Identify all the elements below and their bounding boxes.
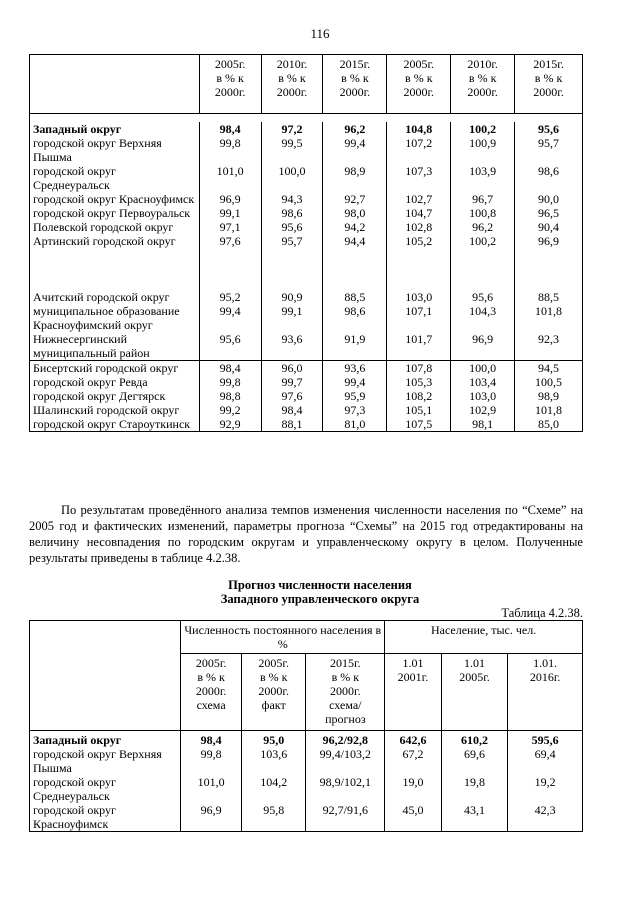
value-cell [199,248,261,290]
value-cell: 100,2 [451,234,515,248]
table-row [30,304,583,332]
value-cell: 97,2 [261,122,323,136]
value-cell [451,248,515,290]
value-cell: 95,0 [241,731,306,748]
row-name: Ачитский городской округ [30,290,200,304]
row-name: городской округ Красноуфимск [30,192,200,206]
header-cell: 2005г. в % к 2000г. [199,55,261,114]
value-cell: 104,7 [387,206,451,220]
value-cell: 91,9 [323,332,387,361]
value-cell: 103,0 [451,389,515,403]
value-cell: 100,0 [261,164,323,192]
subheader-cell: 1.01 2005г. [441,654,508,731]
value-cell: 95,6 [261,220,323,234]
value-cell [515,248,583,290]
value-cell: 101,7 [387,332,451,361]
value-cell: 102,9 [451,403,515,417]
table-row [30,417,583,432]
value-cell: 101,0 [199,164,261,192]
value-cell: 595,6 [508,731,583,748]
value-cell: 99,4 [323,375,387,389]
value-cell: 100,9 [451,136,515,164]
page-number: 116 [310,26,330,41]
subheader-cell: 1.01. 2016г. [508,654,583,731]
row-name: Нижнесергинский муниципальный район [30,332,200,361]
table-row [30,747,583,775]
value-cell: 95,7 [515,136,583,164]
subheader-cell: 2015г. в % к 2000г. схема/ прогноз [306,654,385,731]
value-cell: 98,6 [261,206,323,220]
value-cell: 98,6 [515,164,583,192]
subheader-cell: 2005г. в % к 2000г. факт [241,654,306,731]
row-name: Полевской городской округ [30,220,200,234]
value-cell: 45,0 [385,803,442,832]
value-cell: 94,3 [261,192,323,206]
value-cell: 98,9/102,1 [306,775,385,803]
table-row [30,234,583,248]
group-header-percent: Численность постоянного населения в % [181,621,385,654]
value-cell: 107,8 [387,361,451,376]
row-name: Западный округ [30,731,181,748]
table-row [30,731,583,748]
table-row [30,403,583,417]
value-cell: 104,8 [387,122,451,136]
value-cell: 98,4 [199,122,261,136]
header-cell: 2010г. в % к 2000г. [451,55,515,114]
table-row [30,206,583,220]
value-cell: 98,4 [181,731,242,748]
value-cell [323,248,387,290]
table-row [30,164,583,192]
value-cell: 99,1 [199,206,261,220]
value-cell: 98,8 [199,389,261,403]
subheader-cell: 1.01 2001г. [385,654,442,731]
value-cell [387,248,451,290]
row-name: городской округ Верхняя Пышма [30,747,181,775]
value-cell: 98,9 [515,389,583,403]
row-name: городской округ Староуткинск [30,417,200,432]
header-cell: 2010г. в % к 2000г. [261,55,323,114]
table-row [30,122,583,136]
value-cell: 97,6 [199,234,261,248]
value-cell: 98,0 [323,206,387,220]
value-cell: 92,3 [515,332,583,361]
value-cell: 42,3 [508,803,583,832]
value-cell: 88,5 [323,290,387,304]
table2-title-line2: Западного управленческого округа [220,592,420,606]
value-cell: 99,4 [323,136,387,164]
value-cell: 90,9 [261,290,323,304]
value-cell: 85,0 [515,417,583,432]
value-cell: 92,9 [199,417,261,432]
table-row [30,375,583,389]
table2-title-line1: Прогноз численности населения [228,578,412,592]
value-cell: 92,7 [323,192,387,206]
value-cell: 107,1 [387,304,451,332]
subheader-cell: 2005г. в % к 2000г. схема [181,654,242,731]
table-row [30,775,583,803]
value-cell: 96,2 [451,220,515,234]
value-cell: 99,1 [261,304,323,332]
value-cell: 102,7 [387,192,451,206]
table-population-dynamics [29,54,583,432]
value-cell: 101,0 [181,775,242,803]
value-cell: 94,2 [323,220,387,234]
row-name: Артинский городской округ [30,234,200,248]
row-name [30,248,200,290]
value-cell: 99,8 [181,747,242,775]
value-cell: 96,9 [181,803,242,832]
value-cell: 93,6 [261,332,323,361]
value-cell: 103,6 [241,747,306,775]
value-cell: 99,5 [261,136,323,164]
row-name: городской округ Дегтярск [30,389,200,403]
value-cell: 67,2 [385,747,442,775]
value-cell: 43,1 [441,803,508,832]
value-cell: 92,7/91,6 [306,803,385,832]
row-name: муниципальное образование Красноуфимский округ [30,304,200,332]
row-name: Шалинский городской округ [30,403,200,417]
value-cell: 97,3 [323,403,387,417]
value-cell: 95,6 [451,290,515,304]
value-cell [261,248,323,290]
value-cell: 96,7 [451,192,515,206]
value-cell: 100,0 [451,361,515,376]
row-name: Бисертский городской округ [30,361,200,376]
table-row [30,389,583,403]
value-cell: 19,0 [385,775,442,803]
table-row [30,803,583,832]
value-cell: 105,1 [387,403,451,417]
value-cell: 107,2 [387,136,451,164]
value-cell: 102,8 [387,220,451,234]
value-cell: 98,9 [323,164,387,192]
table-row [30,248,583,290]
table-row [30,361,583,376]
row-name: городской округ Верхняя Пышма [30,136,200,164]
value-cell: 69,6 [441,747,508,775]
value-cell: 107,3 [387,164,451,192]
value-cell: 99,4 [199,304,261,332]
value-cell: 81,0 [323,417,387,432]
value-cell: 94,4 [323,234,387,248]
value-cell: 95,6 [515,122,583,136]
group-header-population: Население, тыс. чел. [385,621,583,654]
value-cell: 100,5 [515,375,583,389]
value-cell: 69,4 [508,747,583,775]
value-cell: 98,1 [451,417,515,432]
value-cell: 97,6 [261,389,323,403]
value-cell: 96,9 [515,234,583,248]
value-cell: 99,8 [199,136,261,164]
row-name: городской округ Ревда [30,375,200,389]
value-cell: 98,6 [323,304,387,332]
value-cell: 103,0 [387,290,451,304]
table-row [30,192,583,206]
header-gap [30,114,583,123]
value-cell: 103,4 [451,375,515,389]
value-cell: 107,5 [387,417,451,432]
table-row [30,136,583,164]
table-row [30,220,583,234]
value-cell: 90,0 [515,192,583,206]
value-cell: 95,7 [261,234,323,248]
table-row [30,332,583,361]
value-cell: 96,9 [451,332,515,361]
value-cell: 105,2 [387,234,451,248]
value-cell: 642,6 [385,731,442,748]
value-cell: 96,0 [261,361,323,376]
value-cell: 19,8 [441,775,508,803]
value-cell: 99,7 [261,375,323,389]
value-cell: 101,8 [515,304,583,332]
row-name: городской округ Красноуфимск [30,803,181,832]
value-cell: 95,6 [199,332,261,361]
value-cell: 95,9 [323,389,387,403]
value-cell: 104,2 [241,775,306,803]
value-cell: 103,9 [451,164,515,192]
header-empty [30,621,181,731]
value-cell: 96,2/92,8 [306,731,385,748]
value-cell: 98,4 [261,403,323,417]
row-name: городской округ Среднеуральск [30,164,200,192]
value-cell: 104,3 [451,304,515,332]
value-cell: 100,8 [451,206,515,220]
value-cell: 96,9 [199,192,261,206]
value-cell: 94,5 [515,361,583,376]
value-cell: 99,4/103,2 [306,747,385,775]
value-cell: 95,8 [241,803,306,832]
value-cell: 99,2 [199,403,261,417]
header-cell: 2015г. в % к 2000г. [515,55,583,114]
value-cell: 100,2 [451,122,515,136]
table-row [30,290,583,304]
value-cell: 95,2 [199,290,261,304]
row-name: городской округ Первоуральск [30,206,200,220]
value-cell: 97,1 [199,220,261,234]
header-cell [30,55,200,114]
value-cell: 101,8 [515,403,583,417]
table2-number: Таблица 4.2.38. [501,606,583,620]
header-cell: 2015г. в % к 2000г. [323,55,387,114]
summary-paragraph: По результатам проведённого анализа темпов изменения численности населения по “Схеме” на 2005 год и фактических изменений, параметры прогноза “Схемы” на 2015 год отредактированы на величину несовпадения по городским округам и управленческому округу в целом. Полученные результаты приведены в таблице 4.2.38. [29,503,583,565]
value-cell: 108,2 [387,389,451,403]
row-name: Западный округ [30,122,200,136]
value-cell: 610,2 [441,731,508,748]
value-cell: 98,4 [199,361,261,376]
row-name: городской округ Среднеуральск [30,775,181,803]
value-cell: 88,1 [261,417,323,432]
value-cell: 96,5 [515,206,583,220]
value-cell: 96,2 [323,122,387,136]
value-cell: 19,2 [508,775,583,803]
table-population-forecast [29,620,583,832]
header-cell: 2005г. в % к 2000г. [387,55,451,114]
value-cell: 99,8 [199,375,261,389]
value-cell: 90,4 [515,220,583,234]
value-cell: 88,5 [515,290,583,304]
value-cell: 105,3 [387,375,451,389]
value-cell: 93,6 [323,361,387,376]
